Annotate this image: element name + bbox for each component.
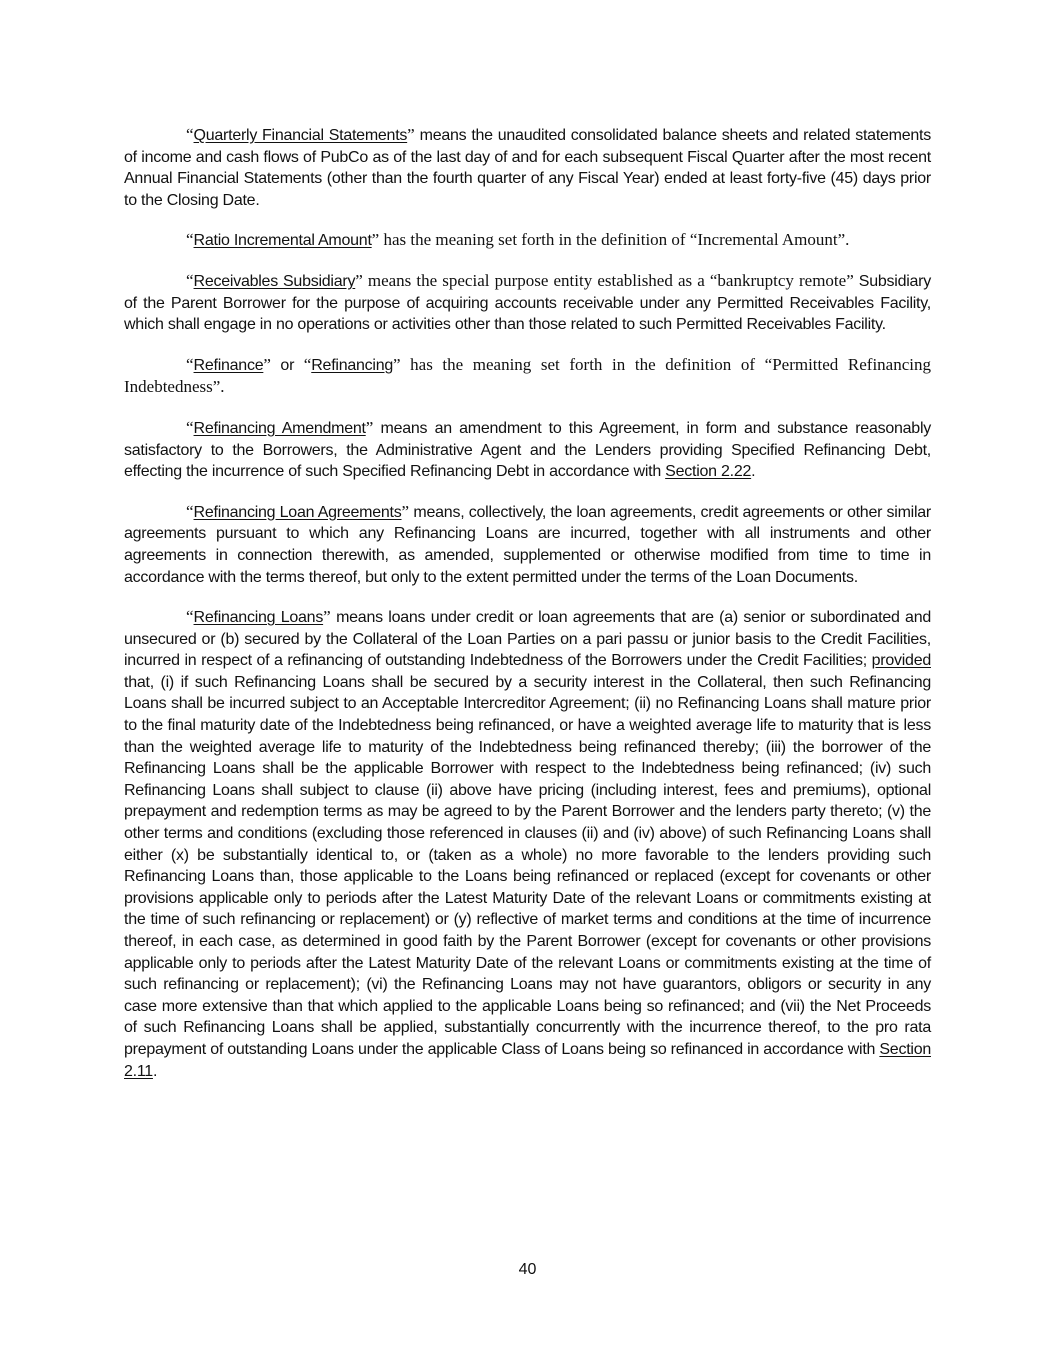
defined-term: Ratio Incremental Amount (193, 232, 372, 250)
open-quote: “ (186, 354, 194, 374)
close-quote: ” (263, 354, 271, 374)
defined-term: Refinancing Amendment (193, 419, 366, 437)
open-quote: “ (186, 417, 194, 437)
definition-receivables-subsidiary (124, 270, 931, 336)
definition-refinancing-loans (124, 606, 931, 1082)
open-quote: “ (186, 607, 194, 627)
definition-refinancing-amendment (124, 417, 931, 483)
close-quote: ” (401, 501, 410, 521)
definition-text: has the meaning set forth in the definition of “Incremental Amount”. (379, 230, 850, 250)
close-quote: ” (371, 230, 380, 250)
definition-ratio-incremental-amount (124, 229, 931, 252)
section-reference: Section 2.11 (124, 1040, 931, 1080)
definitions-body (124, 124, 931, 1100)
definition-quarterly-financial-statements (124, 124, 931, 211)
open-quote: “ (186, 270, 194, 290)
definition-text-part-b: Subsidiary of the Parent Borrower for the purpose of acquiring accounts receivable under any Permitted Receivables Facility, which shall engage in no operations or activities other than those related to such Permitted Receivables Facility. (124, 272, 932, 334)
open-quote: “ (303, 354, 312, 374)
definition-text-part-a: means the special purpose entity established as a “bankruptcy remote” (362, 270, 854, 290)
definition-refinancing-loan-agreements (124, 501, 931, 588)
close-quote: ” (393, 354, 401, 374)
close-quote: ” (365, 417, 374, 437)
open-quote: “ (186, 501, 194, 521)
close-quote: ” (323, 607, 331, 627)
close-quote: ” (355, 270, 363, 290)
defined-term: Refinance (193, 356, 264, 374)
open-quote: “ (186, 125, 194, 144)
defined-term: Receivables Subsidiary (193, 272, 356, 290)
page-number: 40 (518, 1261, 537, 1278)
definition-text: means, collectively, the loan agreements, credit agreements or other similar agreements pursuant to which any Refinancing Loans are incurred, together with all instruments and other agreements in connection therewith, as amended, supplemented or otherwise modified from time to time in accordance with the terms thereof, but only to the extent permitted under the terms of the Loan Documents. (124, 503, 932, 586)
defined-term: Quarterly Financial Statements (193, 127, 408, 144)
definition-text: means the unaudited consolidated balance sheets and related statements of income and cash flows of PubCo as of the last day of and for each subsequent Fiscal Quarter after the most recent Annual Financial Statements (other than the fourth quarter of any Fiscal Year) ended at least forty-five (45) days prior to the Closing Date. (124, 127, 931, 209)
definition-text-part-a: means loans under credit or loan agreements that are (a) senior or subordinated and unsecured or (b) secured by the Collateral of the Loan Parties on a pari passu or junior basis to the Credit Facilities, incurred in respect of a refinancing of outstanding Indebtedness of the Borrowers under the Credit Facilities; (124, 609, 932, 670)
open-quote: “ (186, 230, 194, 250)
defined-term: Refinancing Loan Agreements (193, 503, 402, 521)
term-connector: or (270, 356, 304, 374)
defined-term: Refinancing (311, 356, 393, 374)
definition-end: . (152, 1062, 158, 1080)
definition-text-part-b: that, (i) if such Refinancing Loans shall be secured by a security interest in the Collateral, then such Refinancing Loans shall be incurred subject to an Acceptable Intercreditor Agreement; (ii) no Refinancing Loans shall mature prior to the final maturity date of the Indebtedness being refinanced, or have a weighted average life to maturity that is less than the weighted average life to maturity of the Indebtedness being refinanced thereby; (iii) the borrower of the Refinancing Loans shall be the applicable Borrower with respect to the Indebtedness being refinanced; (iv) such Refinancing Loans shall subject to clause (ii) above have pricing (including interest, fees and premiums), optional prepayment and redemption terms as may be agreed to by the Parent Borrower and the lenders party thereto; (v) the other terms and conditions (excluding those referenced in clauses (ii) and (iv) above) of such Refinancing Loans shall either (x) be substantially identical to, or (taken as a whole) no more favorable to the lenders providing such Refinancing Loans than, those applicable to the Loans being refinanced or replaced (except for covenants or other provisions applicable only to periods after the Latest Maturity Date of the relevant Loans or commitments existing at the time of such refinancing or replacement) or (y) reflective of market terms and conditions at the time of incurrence thereof, in each case, as determined in good faith by the Parent Borrower (except for covenants or other provisions applicable only to periods after the Latest Maturity Date of the relevant Loans or commitments existing at the time of such refinancing or replacement); (vi) the Refinancing Loans may not have guarantors, obligors or security in any case more extensive than that which applied to the applicable Loans being so refinanced; and (vii) the Net Proceeds of such Refinancing Loans shall be applied, substantially concurrently with the incurrence thereof, to the pro rata prepayment of outstanding Loans under the applicable Class of Loans being so refinanced in accordance with (124, 673, 931, 1058)
defined-term: Refinancing Loans (193, 609, 324, 627)
definition-text: means an amendment to this Agreement, in form and substance reasonably satisfactory to the Borrowers, the Administrative Agent and the Lenders providing Specified Refinancing Debt, effecting the incurrence of such Specified Refinancing Debt in accordance with (124, 419, 931, 481)
provided-term: provided (871, 652, 931, 670)
close-quote: ” (407, 125, 415, 144)
section-reference: Section 2.22 (665, 463, 752, 481)
definition-refinance (124, 354, 931, 399)
definition-end: . (751, 463, 756, 481)
definition-text: has the meaning set forth in the definition of “Permitted Refinancing Indebtedness”. (124, 354, 931, 397)
